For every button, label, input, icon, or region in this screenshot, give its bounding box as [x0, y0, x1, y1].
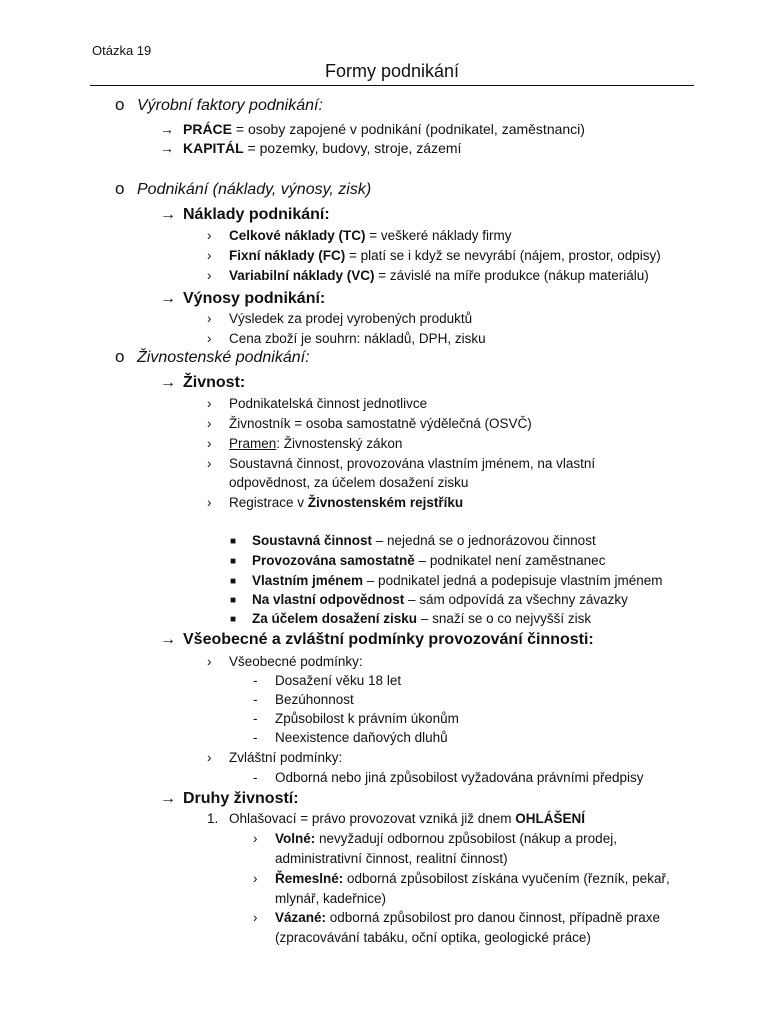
chevron-bullet-icon: › — [207, 416, 212, 431]
subsection-heading: → Výnosy podnikání: — [160, 290, 326, 307]
list-item: › Výsledek za prodej vyrobených produktů — [207, 311, 473, 326]
subsection-heading: → Živnost: — [160, 374, 246, 391]
list-item: → PRÁCE = osoby zapojené v podnikání (podnikatel, zaměstnanci) — [160, 121, 585, 137]
circle-bullet-icon: o — [115, 179, 125, 198]
square-list-item: ■ Za účelem dosažení zisku – snaží se o co nejvyšší zisk — [230, 611, 592, 626]
list-item: › Podnikatelská činnost jednotlivce — [207, 396, 428, 411]
arrow-bullet-icon: → — [160, 631, 176, 648]
dash-list-item: - Neexistence daňových dluhů — [253, 730, 448, 745]
list-item: › Řemeslné: odborná způsobilost získána vyučením (řezník, pekař, — [253, 871, 670, 886]
chevron-bullet-icon: › — [207, 311, 212, 326]
list-item-continuation: mlynář, kadeřnice) — [275, 891, 387, 906]
square-bullet-icon: ■ — [230, 536, 237, 547]
dash-list-item: - Dosažení věku 18 let — [253, 673, 402, 688]
arrow-bullet-icon: → — [160, 121, 174, 137]
dash-bullet-icon: - — [253, 673, 258, 688]
list-item: › Volné: nevyžadují odbornou způsobilost (nákup a prodej, — [253, 831, 617, 846]
section-heading: o Podnikání (náklady, výnosy, zisk) — [115, 179, 372, 198]
list-item: › Fixní náklady (FC) = platí se i když se nevyrábí (nájem, prostor, odpisy) — [207, 248, 661, 263]
subsection-heading: → Všeobecné a zvláštní podmínky provozování činnosti: — [160, 631, 594, 648]
list-item: › Zvláštní podmínky: — [207, 750, 343, 765]
circle-bullet-icon: o — [115, 95, 125, 114]
dash-bullet-icon: - — [253, 711, 258, 726]
chevron-bullet-icon: › — [253, 871, 258, 886]
dash-list-item: - Bezúhonnost — [253, 692, 354, 707]
chevron-bullet-icon: › — [207, 654, 212, 669]
arrow-bullet-icon: → — [160, 140, 174, 156]
dash-list-item: - Odborná nebo jiná způsobilost vyžadována právními předpisy — [253, 770, 644, 785]
dash-bullet-icon: - — [253, 692, 258, 707]
list-item: › Registrace v Živnostenském rejstříku — [207, 495, 464, 510]
list-item: › Pramen: Živnostenský zákon — [207, 436, 403, 451]
dash-bullet-icon: - — [253, 770, 258, 785]
chevron-bullet-icon: › — [253, 910, 258, 925]
list-item: › Cena zboží je souhrn: nákladů, DPH, zisku — [207, 331, 486, 346]
arrow-bullet-icon: → — [160, 374, 176, 391]
square-list-item: ■ Na vlastní odpovědnost – sám odpovídá za všechny závazky — [230, 592, 628, 607]
list-item-continuation: (zpracovávání tabáku, oční optika, geologické práce) — [275, 930, 591, 945]
list-item-continuation: odpovědnost, za účelem dosažení zisku — [229, 475, 469, 490]
chevron-bullet-icon: › — [207, 331, 212, 346]
section-heading: o Výrobní faktory podnikání: — [115, 95, 323, 114]
numbered-item: 1. Ohlašovací = právo provozovat vzniká již dnem OHLÁŠENÍ — [207, 811, 586, 826]
dash-bullet-icon: - — [253, 730, 258, 745]
list-item: › Vázané: odborná způsobilost pro danou činnost, případně praxe — [253, 910, 661, 925]
chevron-bullet-icon: › — [207, 495, 212, 510]
arrow-bullet-icon: → — [160, 290, 176, 307]
chevron-bullet-icon: › — [207, 268, 212, 283]
square-list-item: ■ Provozována samostatně – podnikatel není zaměstnanec — [230, 553, 606, 568]
circle-bullet-icon: o — [115, 347, 125, 366]
square-bullet-icon: ■ — [230, 556, 237, 567]
title-underline — [90, 85, 694, 86]
list-item: › Variabilní náklady (VC) = závislé na míře produkce (nákup materiálu) — [207, 268, 649, 283]
square-bullet-icon: ■ — [230, 595, 237, 606]
page-title: Formy podnikání — [324, 61, 460, 81]
chevron-bullet-icon: › — [207, 456, 212, 471]
list-item: › Celkové náklady (TC) = veškeré náklady firmy — [207, 228, 512, 243]
arrow-bullet-icon: → — [160, 206, 176, 223]
square-list-item: ■ Vlastním jménem – podnikatel jedná a podepisuje vlastním jménem — [230, 573, 663, 588]
chevron-bullet-icon: › — [207, 396, 212, 411]
list-item-continuation: administrativní činnost, realitní činnost) — [275, 851, 508, 866]
chevron-bullet-icon: › — [207, 436, 212, 451]
section-heading: o Živnostenské podnikání: — [115, 347, 310, 366]
list-item: → KAPITÁL = pozemky, budovy, stroje, zázemí — [160, 140, 462, 156]
subsection-heading: → Náklady podnikání: — [160, 206, 330, 223]
square-bullet-icon: ■ — [230, 576, 237, 587]
dash-list-item: - Způsobilost k právním úkonům — [253, 711, 459, 726]
arrow-bullet-icon: → — [160, 790, 176, 807]
chevron-bullet-icon: › — [207, 248, 212, 263]
subsection-heading: → Druhy živností: — [160, 790, 299, 807]
list-item: › Soustavná činnost, provozována vlastním jménem, na vlastní — [207, 456, 596, 471]
chevron-bullet-icon: › — [207, 750, 212, 765]
chevron-bullet-icon: › — [253, 831, 258, 846]
chevron-bullet-icon: › — [207, 228, 212, 243]
list-item: › Všeobecné podmínky: — [207, 654, 363, 669]
list-item: › Živnostník = osoba samostatně výdělečná (OSVČ) — [207, 416, 532, 431]
square-bullet-icon: ■ — [230, 614, 237, 625]
question-label: Otázka 19 — [92, 43, 152, 58]
square-list-item: ■ Soustavná činnost – nejedná se o jednorázovou činnost — [230, 533, 596, 548]
